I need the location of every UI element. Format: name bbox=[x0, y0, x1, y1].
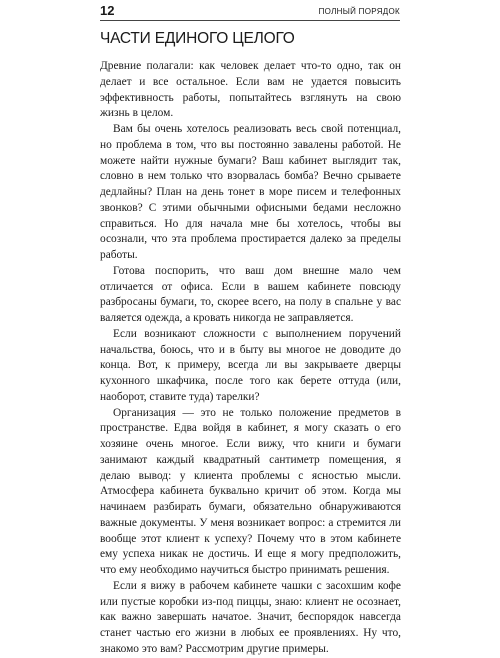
page-header bbox=[100, 4, 400, 21]
body-text bbox=[100, 59, 401, 658]
paragraph: Древние полагали: как человек делает что-то одно, так он делает и все остальное. Если вам не удается повысить эффективность работы, попытайтесь взглянуть на свою жизнь в целом. bbox=[100, 60, 401, 120]
chapter-title: ЧАСТИ ЕДИНОГО ЦЕЛОГО bbox=[100, 30, 295, 47]
paragraph: Организация — это не только положение предметов в пространстве. Едва войдя в кабинет, я могу сказать о его хозяине очень многое. Если вижу, что книги и бумаги занимают каждый квадратный сантиметр помещения, я делаю вывод: у клиента проблемы с ясностью мысли. Атмосфера кабинета буквально кричит об этом. Когда мы начинаем разбирать бумаги, обязательно обнаруживаются важные документы. У меня возникает вопрос: а стремится ли вообще этот клиент к успеху? Почему что в этом кабинете ему успеха никак не достичь. И еще я могу предположить, что ему необходимо научиться быстро принимать решения. bbox=[100, 406, 401, 576]
page-number: 12 bbox=[100, 3, 115, 18]
running-head: ПОЛНЫЙ ПОРЯДОК bbox=[318, 7, 400, 16]
paragraph: Вам бы очень хотелось реализовать весь свой потенциал, но проблема в том, что вы постоянно завалены работой. Не можете найти нужные бумаги? Ваш кабинет выглядит так, словно в нем только что взорвалась бомба? Вечно срываете дедлайны? План на день тонет в море писем и телефонных звонков? С этими обычными офисными бедами несложно справиться. Но для начала мне бы хотелось, чтобы вы осознали, что эта проблема простирается далеко за пределы работы. bbox=[100, 123, 401, 261]
paragraph: Готова поспорить, что ваш дом внешне мало чем отличается от офиса. Если в вашем кабинете повсюду разбросаны бумаги, то, скорее всего, на полу в спальне у вас валяется одежда, а кровать никогда не заправляется. bbox=[100, 264, 401, 324]
paragraph: Если я вижу в рабочем кабинете чашки с засохшим кофе или пустые коробки из-под пиццы, знаю: клиент не осознает, как важно завершать начатое. Значит, беспорядок навсегда станет частью его жизни в любых ее проявлениях. Ну что, знакомо это вам? Рассмотрим другие примеры. bbox=[100, 579, 401, 655]
paragraph: Если возникают сложности с выполнением поручений начальства, боюсь, что и в быту вы многое не доводите до конца. Вот, к примеру, всегда ли вы закрываете дверцы кухонного шкафчика, после того как берете оттуда (или, наоборот, ставите туда) тарелки? bbox=[100, 327, 401, 403]
